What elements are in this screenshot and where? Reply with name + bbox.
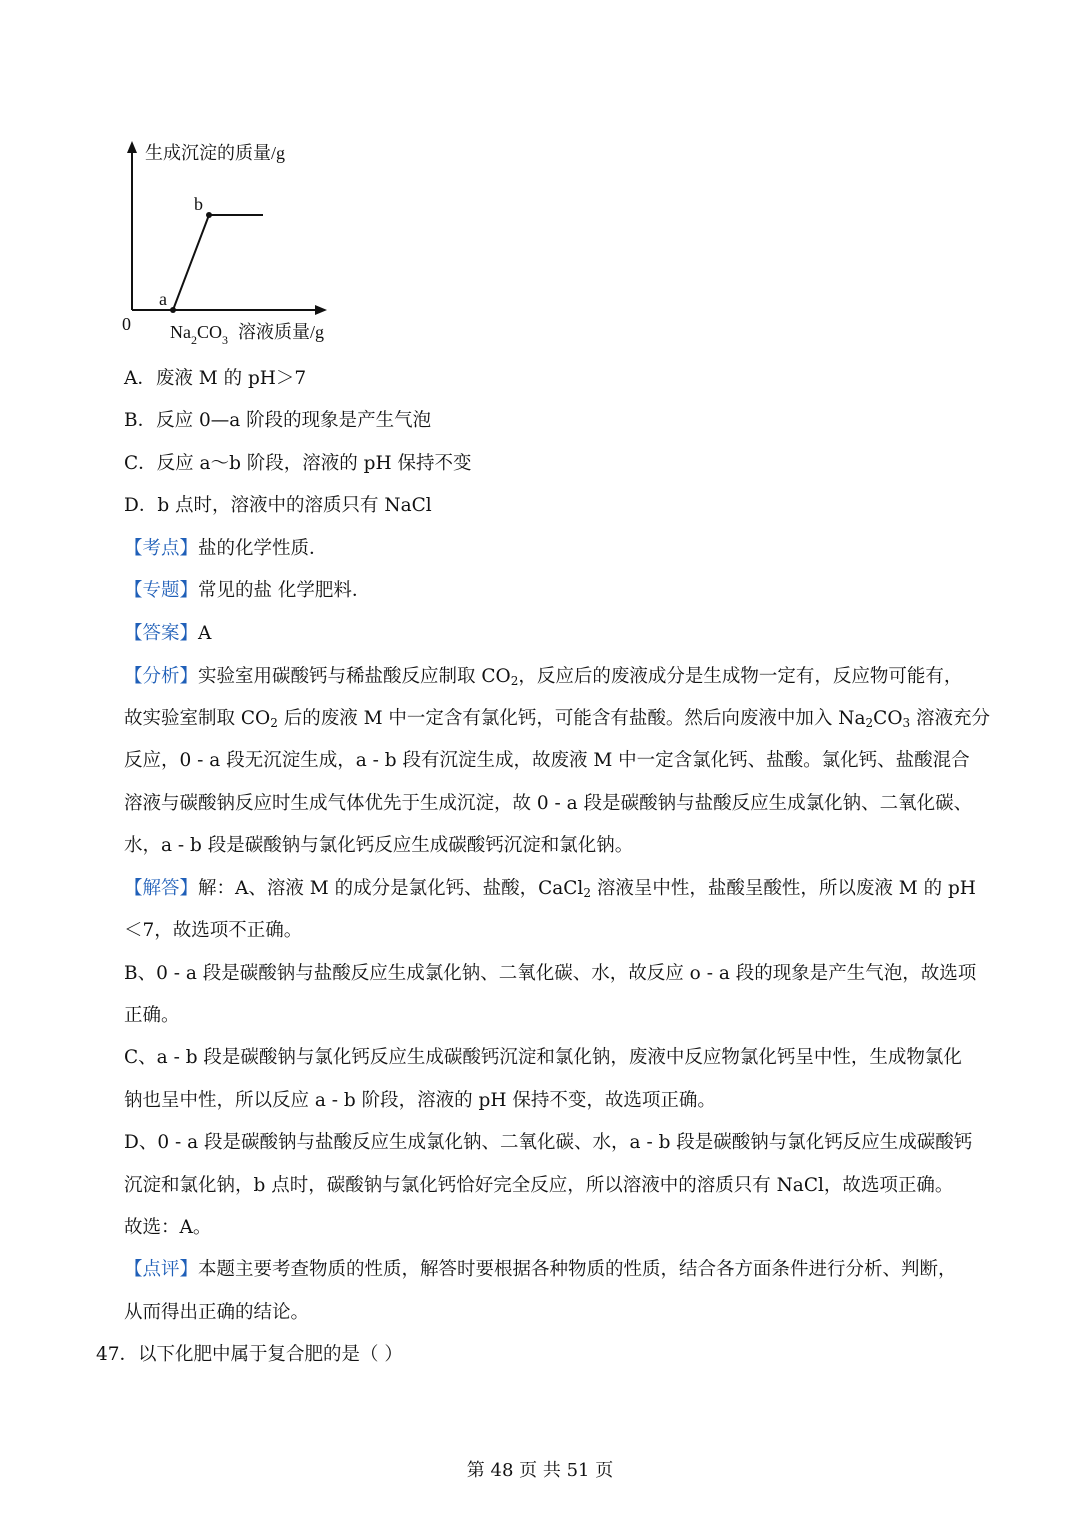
daan-row xyxy=(124,621,1004,647)
point-b-dot xyxy=(206,212,212,218)
jieda-line-2: ＜7，故选项不正确。 xyxy=(124,920,303,941)
option-c: C．反应 a～b 阶段，溶液的 pH 保持不变 xyxy=(124,453,472,474)
y-axis-label: 生成沉淀的质量/g xyxy=(145,143,286,163)
daan-tag: 【答案】 xyxy=(124,623,199,644)
fenxi-line-1: 【分析】实验室用碳酸钙与稀盐酸反应制取 $CO_2$，反应后的废液成分是生成物一定有，反应物可能有， xyxy=(124,666,963,688)
zhuanti-row xyxy=(124,578,1004,604)
zhuanti-text: 常见的盐 化学肥料． xyxy=(198,580,371,601)
zhuanti-tag: 【专题】 xyxy=(124,580,199,601)
daan-text: A xyxy=(198,623,212,644)
point-a-label: a xyxy=(159,289,167,309)
kaodian-tag: 【考点】 xyxy=(124,538,199,559)
fenxi-tag: 【分析】 xyxy=(124,666,199,687)
fenxi-line-2: 故实验室制取 $CO_2$ 后的废液 M 中一定含有氯化钙，可能含有盐酸。然后向废液中加入 $Na_2CO_3$ 溶液充分 xyxy=(124,708,991,730)
question-47: 47．以下化肥中属于复合肥的是（ ） xyxy=(96,1344,403,1365)
fenxi-line-3: 反应，0 - a 段无沉淀生成，a - b 段有沉淀生成，故废液 M 中一定含氯化钙、盐酸。氯化钙、盐酸混合 xyxy=(124,750,970,771)
jieda-line-8: 沉淀和氯化钠，b 点时，碳酸钠与氯化钙恰好完全反应，所以溶液中的溶质只有 NaCl，故选项正确。 xyxy=(124,1175,954,1196)
jieda-line-6: 钠也呈中性，所以反应 a - b 阶段，溶液的 pH 保持不变，故选项正确。 xyxy=(124,1090,716,1111)
kaodian-row xyxy=(124,536,1004,562)
point-a-dot xyxy=(170,307,176,313)
jieda-tag: 【解答】 xyxy=(124,878,199,899)
jieda-line-9: 故选：A。 xyxy=(124,1217,212,1238)
jieda-line-3: B、0 - a 段是碳酸钠与盐酸反应生成氯化钠、二氧化碳、水，故反应 o - a 段的现象是产生气泡，故选项 xyxy=(124,963,977,984)
fenxi-line-4: 溶液与碳酸钠反应时生成气体优先于生成沉淀，故 0 - a 段是碳酸钠与盐酸反应生成氯化钠、二氧化碳、 xyxy=(124,793,973,814)
jieda-line-4: 正确。 xyxy=(124,1005,180,1026)
dianping-line-1: 【点评】本题主要考查物质的性质，解答时要根据各种物质的性质，结合各方面条件进行分析、判断， xyxy=(124,1259,957,1280)
option-d: D．b 点时，溶液中的溶质只有 NaCl xyxy=(124,495,432,516)
x-axis-label: $Na_2CO_3$ 溶液质量/g xyxy=(170,322,325,347)
x-axis-arrow-icon xyxy=(315,305,327,315)
curve-line xyxy=(132,215,263,310)
precipitate-graph xyxy=(115,135,375,350)
kaodian-text: 盐的化学性质． xyxy=(198,538,328,559)
jieda-line-7: D、0 - a 段是碳酸钠与盐酸反应生成氯化钠、二氧化碳、水，a - b 段是碳酸钠与氯化钙反应生成碳酸钙 xyxy=(124,1132,973,1153)
dianping-tag: 【点评】 xyxy=(124,1259,199,1280)
dianping-line-2: 从而得出正确的结论。 xyxy=(124,1302,310,1323)
fenxi-line-5: 水，a - b 段是碳酸钠与氯化钙反应生成碳酸钙沉淀和氯化钠。 xyxy=(124,835,634,856)
page-footer: 第 48 页 共 51 页 xyxy=(466,1460,614,1481)
jieda-line-1: 【解答】解：A、溶液 M 的成分是氯化钙、盐酸，CaCl$_2$ 溶液呈中性，盐酸呈酸性，所以废液 M 的 pH xyxy=(124,878,976,900)
point-b-label: b xyxy=(194,194,203,214)
y-axis-arrow-icon xyxy=(127,141,137,153)
option-a: A．废液 M 的 pH＞7 xyxy=(124,368,307,389)
jieda-line-5: C、a - b 段是碳酸钠与氯化钙反应生成碳酸钙沉淀和氯化钠，废液中反应物氯化钙呈中性，生成物氯化 xyxy=(124,1047,962,1068)
option-b: B．反应 0—a 阶段的现象是产生气泡 xyxy=(124,410,432,431)
origin-label: 0 xyxy=(122,314,131,334)
